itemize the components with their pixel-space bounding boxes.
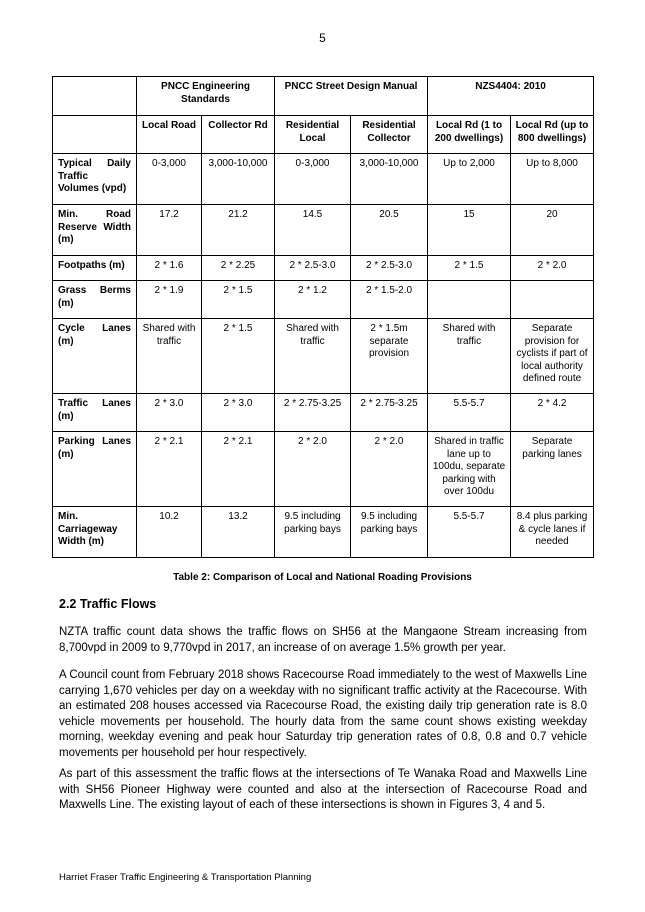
table-row	[53, 394, 594, 432]
table-cell: 0-3,000	[275, 154, 351, 205]
paragraph-nzta-counts: NZTA traffic count data shows the traffic flows on SH56 at the Mangaone Stream increasing from 8,700vpd in 2009 to 9,770vpd in 2017, an increase of on average 1.5% growth per year.	[59, 626, 587, 654]
table-cell: 21.2	[202, 205, 275, 256]
table-cell: 2 * 2.75-3.25	[351, 394, 428, 432]
table-cell: 13.2	[202, 507, 275, 558]
row-label: Typical Daily Traffic Volumes (vpd)	[53, 154, 137, 205]
row-label: Parking Lanes (m)	[53, 432, 137, 507]
row-label: Traffic Lanes (m)	[53, 394, 137, 432]
table-cell: 14.5	[275, 205, 351, 256]
table-row	[53, 256, 594, 281]
table-cell: Shared with traffic	[428, 319, 511, 394]
page-number: 5	[319, 31, 326, 45]
row-label: Cycle Lanes (m)	[53, 319, 137, 394]
table-cell: Separate parking lanes	[511, 432, 594, 507]
table-row	[53, 205, 594, 256]
table-cell: 2 * 2.5-3.0	[351, 256, 428, 281]
table-row	[53, 507, 594, 558]
column-header: Residential Local	[275, 116, 351, 154]
paragraph-council-count: A Council count from February 2018 shows Racecourse Road immediately to the west of Maxwells Line carrying 1,670 vehicles per day on a weekday with no significant traffic activity at the Racecourse. With an estimated 208 houses accessed via Racecourse Road, the existing daily trip generation rate is 8.0 vehicle movements per household. The hourly data from the same count shows existing weekday morning, weekday evening and peak hour Saturday trip generation rates of 0.8, 0.8 and 0.7 vehicle movements per household per hour respectively.	[59, 669, 587, 759]
table-cell: Shared with traffic	[137, 319, 202, 394]
table-cell: 5.5-5.7	[428, 507, 511, 558]
row-label: Grass Berms (m)	[53, 281, 137, 319]
table-cell: 20.5	[351, 205, 428, 256]
column-header: Residential Collector	[351, 116, 428, 154]
group-header-pncc-engineering: PNCC Engineering Standards	[137, 77, 275, 116]
table-cell: 2 * 1.5	[202, 319, 275, 394]
table-group-header-row	[53, 77, 594, 116]
table-cell: Up to 8,000	[511, 154, 594, 205]
column-header: Local Rd (1 to 200 dwellings)	[428, 116, 511, 154]
row-label: Footpaths (m)	[53, 256, 137, 281]
table-cell: Separate provision for cyclists if part of local authority defined route	[511, 319, 594, 394]
table-row	[53, 432, 594, 507]
table-cell: 2 * 2.75-3.25	[275, 394, 351, 432]
table-cell: 2 * 3.0	[137, 394, 202, 432]
table-cell: 2 * 1.6	[137, 256, 202, 281]
table-cell: 2 * 1.5-2.0	[351, 281, 428, 319]
table-cell	[511, 281, 594, 319]
table-cell: 2 * 4.2	[511, 394, 594, 432]
table-cell: 2 * 1.9	[137, 281, 202, 319]
page-footer: Harriet Fraser Traffic Engineering & Transportation Planning	[59, 872, 312, 883]
table-cell: 2 * 2.0	[275, 432, 351, 507]
paragraph-assessment: As part of this assessment the traffic flows at the intersections of Te Wanaka Road and Maxwells Line with SH56 Pioneer Highway were counted and also at the intersection of Racecourse Road and Maxwells Line. The existing layout of each of these intersections is shown in Figures 3, 4 and 5.	[59, 768, 587, 811]
table-cell: Shared with traffic	[275, 319, 351, 394]
column-header: Local Road	[137, 116, 202, 154]
table-caption: Table 2: Comparison of Local and National Roading Provisions	[173, 572, 472, 583]
table-cell: 2 * 2.1	[202, 432, 275, 507]
table-corner-cell	[53, 77, 137, 116]
table-cell: 3,000-10,000	[202, 154, 275, 205]
table-cell: 9.5 including parking bays	[275, 507, 351, 558]
table-row	[53, 154, 594, 205]
table-cell: 2 * 2.5-3.0	[275, 256, 351, 281]
table-cell	[428, 281, 511, 319]
table-cell: 2 * 1.5m separate provision	[351, 319, 428, 394]
table-cell: 2 * 3.0	[202, 394, 275, 432]
table-cell: 2 * 2.0	[511, 256, 594, 281]
table-cell: 17.2	[137, 205, 202, 256]
column-header: Local Rd (up to 800 dwellings)	[511, 116, 594, 154]
row-label: Min. Road Reserve Width (m)	[53, 205, 137, 256]
comparison-table	[52, 76, 594, 558]
table-cell: 2 * 1.5	[428, 256, 511, 281]
table-row	[53, 281, 594, 319]
table-cell: 8.4 plus parking & cycle lanes if needed	[511, 507, 594, 558]
table-cell: Up to 2,000	[428, 154, 511, 205]
table-subheader-row	[53, 116, 594, 154]
section-heading: 2.2 Traffic Flows	[59, 597, 157, 611]
table-cell: Shared in traffic lane up to 100du, separate parking with over 100du	[428, 432, 511, 507]
table-cell: 2 * 1.5	[202, 281, 275, 319]
group-header-nzs4404: NZS4404: 2010	[428, 77, 594, 116]
table-cell: 2 * 1.2	[275, 281, 351, 319]
group-header-pncc-street-design: PNCC Street Design Manual	[275, 77, 428, 116]
table-cell: 3,000-10,000	[351, 154, 428, 205]
table-row	[53, 319, 594, 394]
table-cell: 15	[428, 205, 511, 256]
row-label: Min. Carriageway Width (m)	[53, 507, 137, 558]
table-cell: 10.2	[137, 507, 202, 558]
table-cell: 9.5 including parking bays	[351, 507, 428, 558]
table-cell: 20	[511, 205, 594, 256]
table-cell: 5.5-5.7	[428, 394, 511, 432]
table-cell: 2 * 2.1	[137, 432, 202, 507]
table-cell: 0-3,000	[137, 154, 202, 205]
column-header: Collector Rd	[202, 116, 275, 154]
table-corner-cell	[53, 116, 137, 154]
table-cell: 2 * 2.25	[202, 256, 275, 281]
table-cell: 2 * 2.0	[351, 432, 428, 507]
